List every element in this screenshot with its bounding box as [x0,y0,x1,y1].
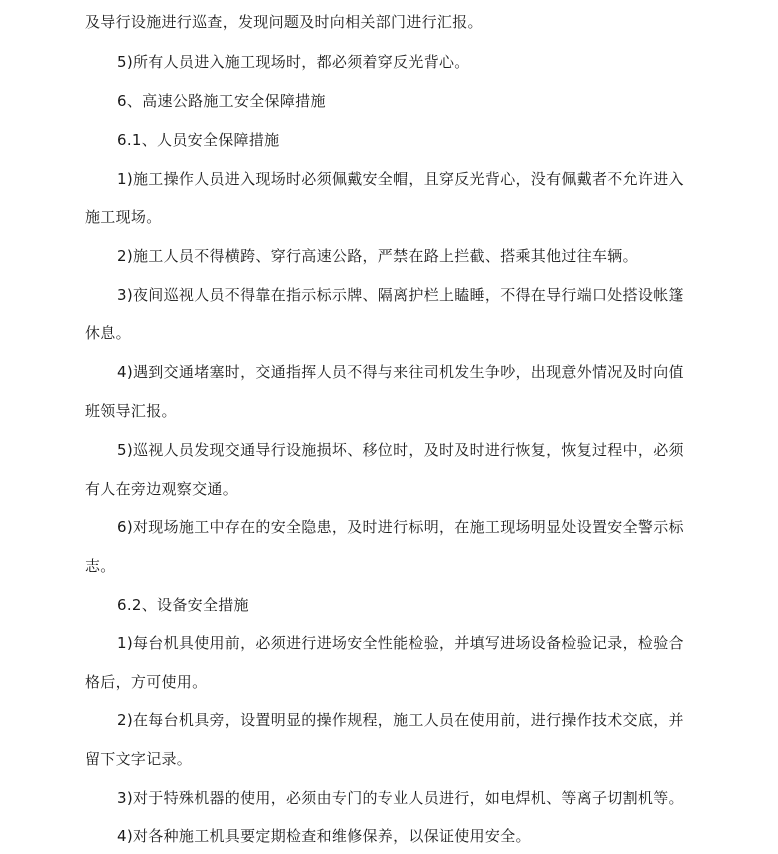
subsection-heading: 6.2、设备安全措施 [117,596,249,614]
paragraph-line: 格后，方可使用。 [85,673,208,691]
paragraph-line: 6)对现场施工中存在的安全隐患，及时进行标明，在施工现场明显处设置安全警示标 [117,518,684,536]
paragraph-line: 5)所有人员进入施工现场时，都必须着穿反光背心。 [117,53,470,71]
paragraph-line: 1)施工操作人员进入现场时必须佩戴安全帽，且穿反光背心，没有佩戴者不允许进入 [117,170,684,188]
paragraph-line: 休息。 [85,324,131,342]
subsection-heading: 6.1、人员安全保障措施 [117,131,280,149]
paragraph-line: 有人在旁边观察交通。 [85,480,239,498]
paragraph-line: 及导行设施进行巡查，发现问题及时向相关部门进行汇报。 [85,13,483,31]
paragraph-line: 班领导汇报。 [85,402,177,420]
paragraph-line: 3)夜间巡视人员不得靠在指示标示牌、隔离护栏上瞌睡，不得在导行端口处搭设帐篷 [117,286,684,304]
paragraph-line: 4)遇到交通堵塞时，交通指挥人员不得与来往司机发生争吵，出现意外情况及时向值 [117,363,684,381]
section-heading: 6、高速公路施工安全保障措施 [117,92,326,110]
paragraph-line: 3)对于特殊机器的使用，必须由专门的专业人员进行，如电焊机、等离子切割机等。 [117,789,684,807]
paragraph-line: 志。 [85,557,116,575]
paragraph-line: 5)巡视人员发现交通导行设施损坏、移位时，及时及时进行恢复，恢复过程中，必须 [117,441,684,459]
paragraph-line: 留下文字记录。 [85,750,193,768]
paragraph-line: 2)施工人员不得横跨、穿行高速公路，严禁在路上拦截、搭乘其他过往车辆。 [117,247,638,265]
paragraph-line: 施工现场。 [85,208,162,226]
paragraph-line: 1)每台机具使用前，必须进行进场安全性能检验，并填写进场设备检验记录，检验合 [117,634,684,652]
paragraph-line: 2)在每台机具旁，设置明显的操作规程，施工人员在使用前，进行操作技术交底，并 [117,711,684,729]
paragraph-line: 4)对各种施工机具要定期检查和维修保养，以保证使用安全。 [117,827,531,845]
